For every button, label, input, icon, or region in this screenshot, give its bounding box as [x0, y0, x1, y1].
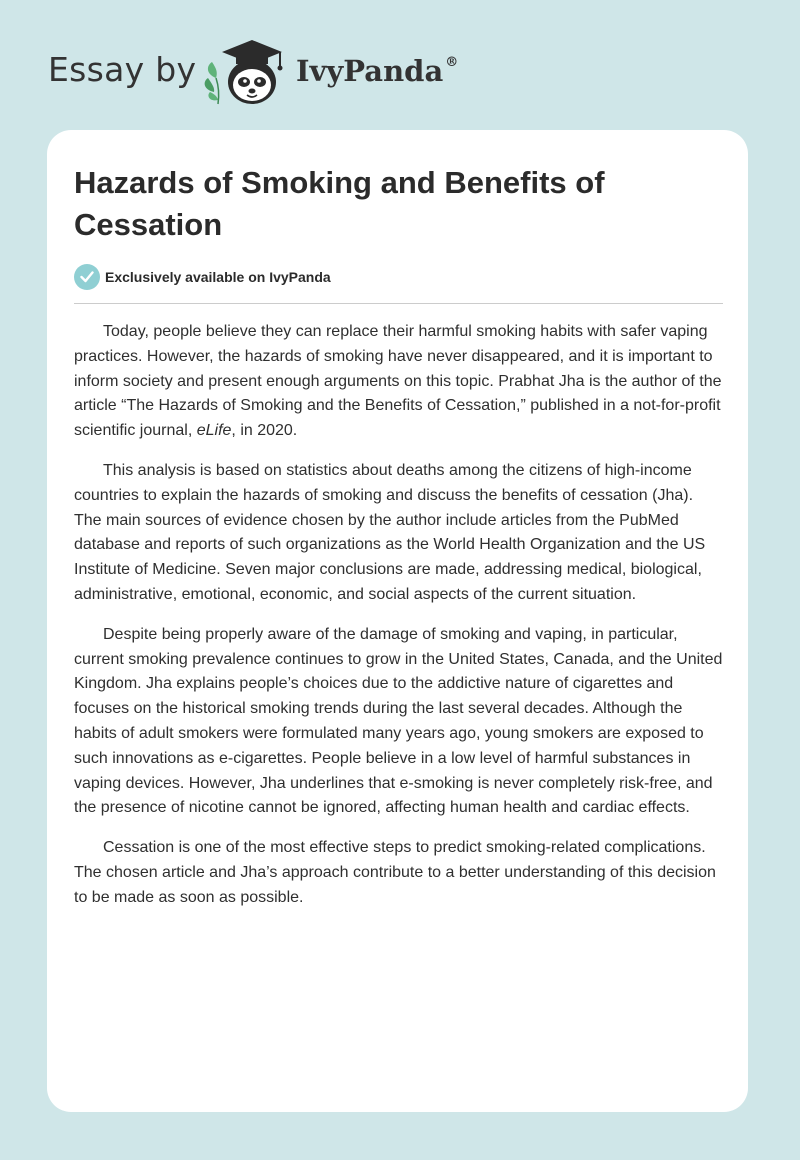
journal-name: eLife: [196, 422, 232, 440]
essay-card: [47, 130, 748, 1112]
page-title: Hazards of Smoking and Benefits of Cessation: [74, 165, 605, 242]
paragraph-2: This analysis is based on statistics about deaths among the citizens of high-income countries to explain the hazards of smoking and discuss the benefits of cessation (Jha). The main sources of evidence chosen by the author include articles from the PubMed database and reports of such organizations as the World Health Organization and the US Institute of Medicine. Seven major conclusions are made, addressing medical, biological, administrative, emotional, economic, and social aspects of the current situation.: [74, 461, 706, 603]
paragraph-4: Cessation is one of the most effective steps to predict smoking-related complications. The chosen article and Jha’s approach contribute to a better understanding of this decision to be made as soon as possible.: [74, 839, 716, 906]
badge-text: Exclusively available on IvyPanda: [105, 269, 331, 285]
essay-body: [74, 320, 724, 926]
essay-by-label: Essay by: [48, 50, 197, 89]
brand-name[interactable]: IvyPanda ®: [296, 54, 459, 88]
paragraph-3: Despite being properly aware of the damage of smoking and vaping, in particular, current smoking prevalence continues to grow in the United States, Canada, and the United Kingdom. Jha explains people’s choices due to the addictive nature of cigarettes and focuses on the historical smoking trends during the last several decades. Although the habits of adult smokers were formulated many years ago, young smokers are exposed to such innovations as e-cigarettes. People believe in a low level of harmful substances in vaping devices. However, Jha underlines that e-smoking is never completely risk-free, and the presence of nicotine cannot be ignored, affecting human health and cardiac effects.: [74, 625, 723, 817]
paragraph-1: Today, people believe they can replace their harmful smoking habits with safer vaping practices. However, the hazards of smoking have never disappeared, and it is important to inform society and present enough arguments on this topic. Prabhat Jha is the author of the article “The Hazards of Smoking and the Benefits of Cessation,” published in a not-for-profit scientific journal, eLife, in 2020.: [74, 323, 722, 440]
check-circle-icon: [74, 264, 100, 290]
divider: [74, 303, 723, 304]
panda-graduation-cap-icon[interactable]: [200, 38, 292, 108]
site-header: [48, 38, 768, 108]
registered-mark: ®: [445, 55, 459, 71]
